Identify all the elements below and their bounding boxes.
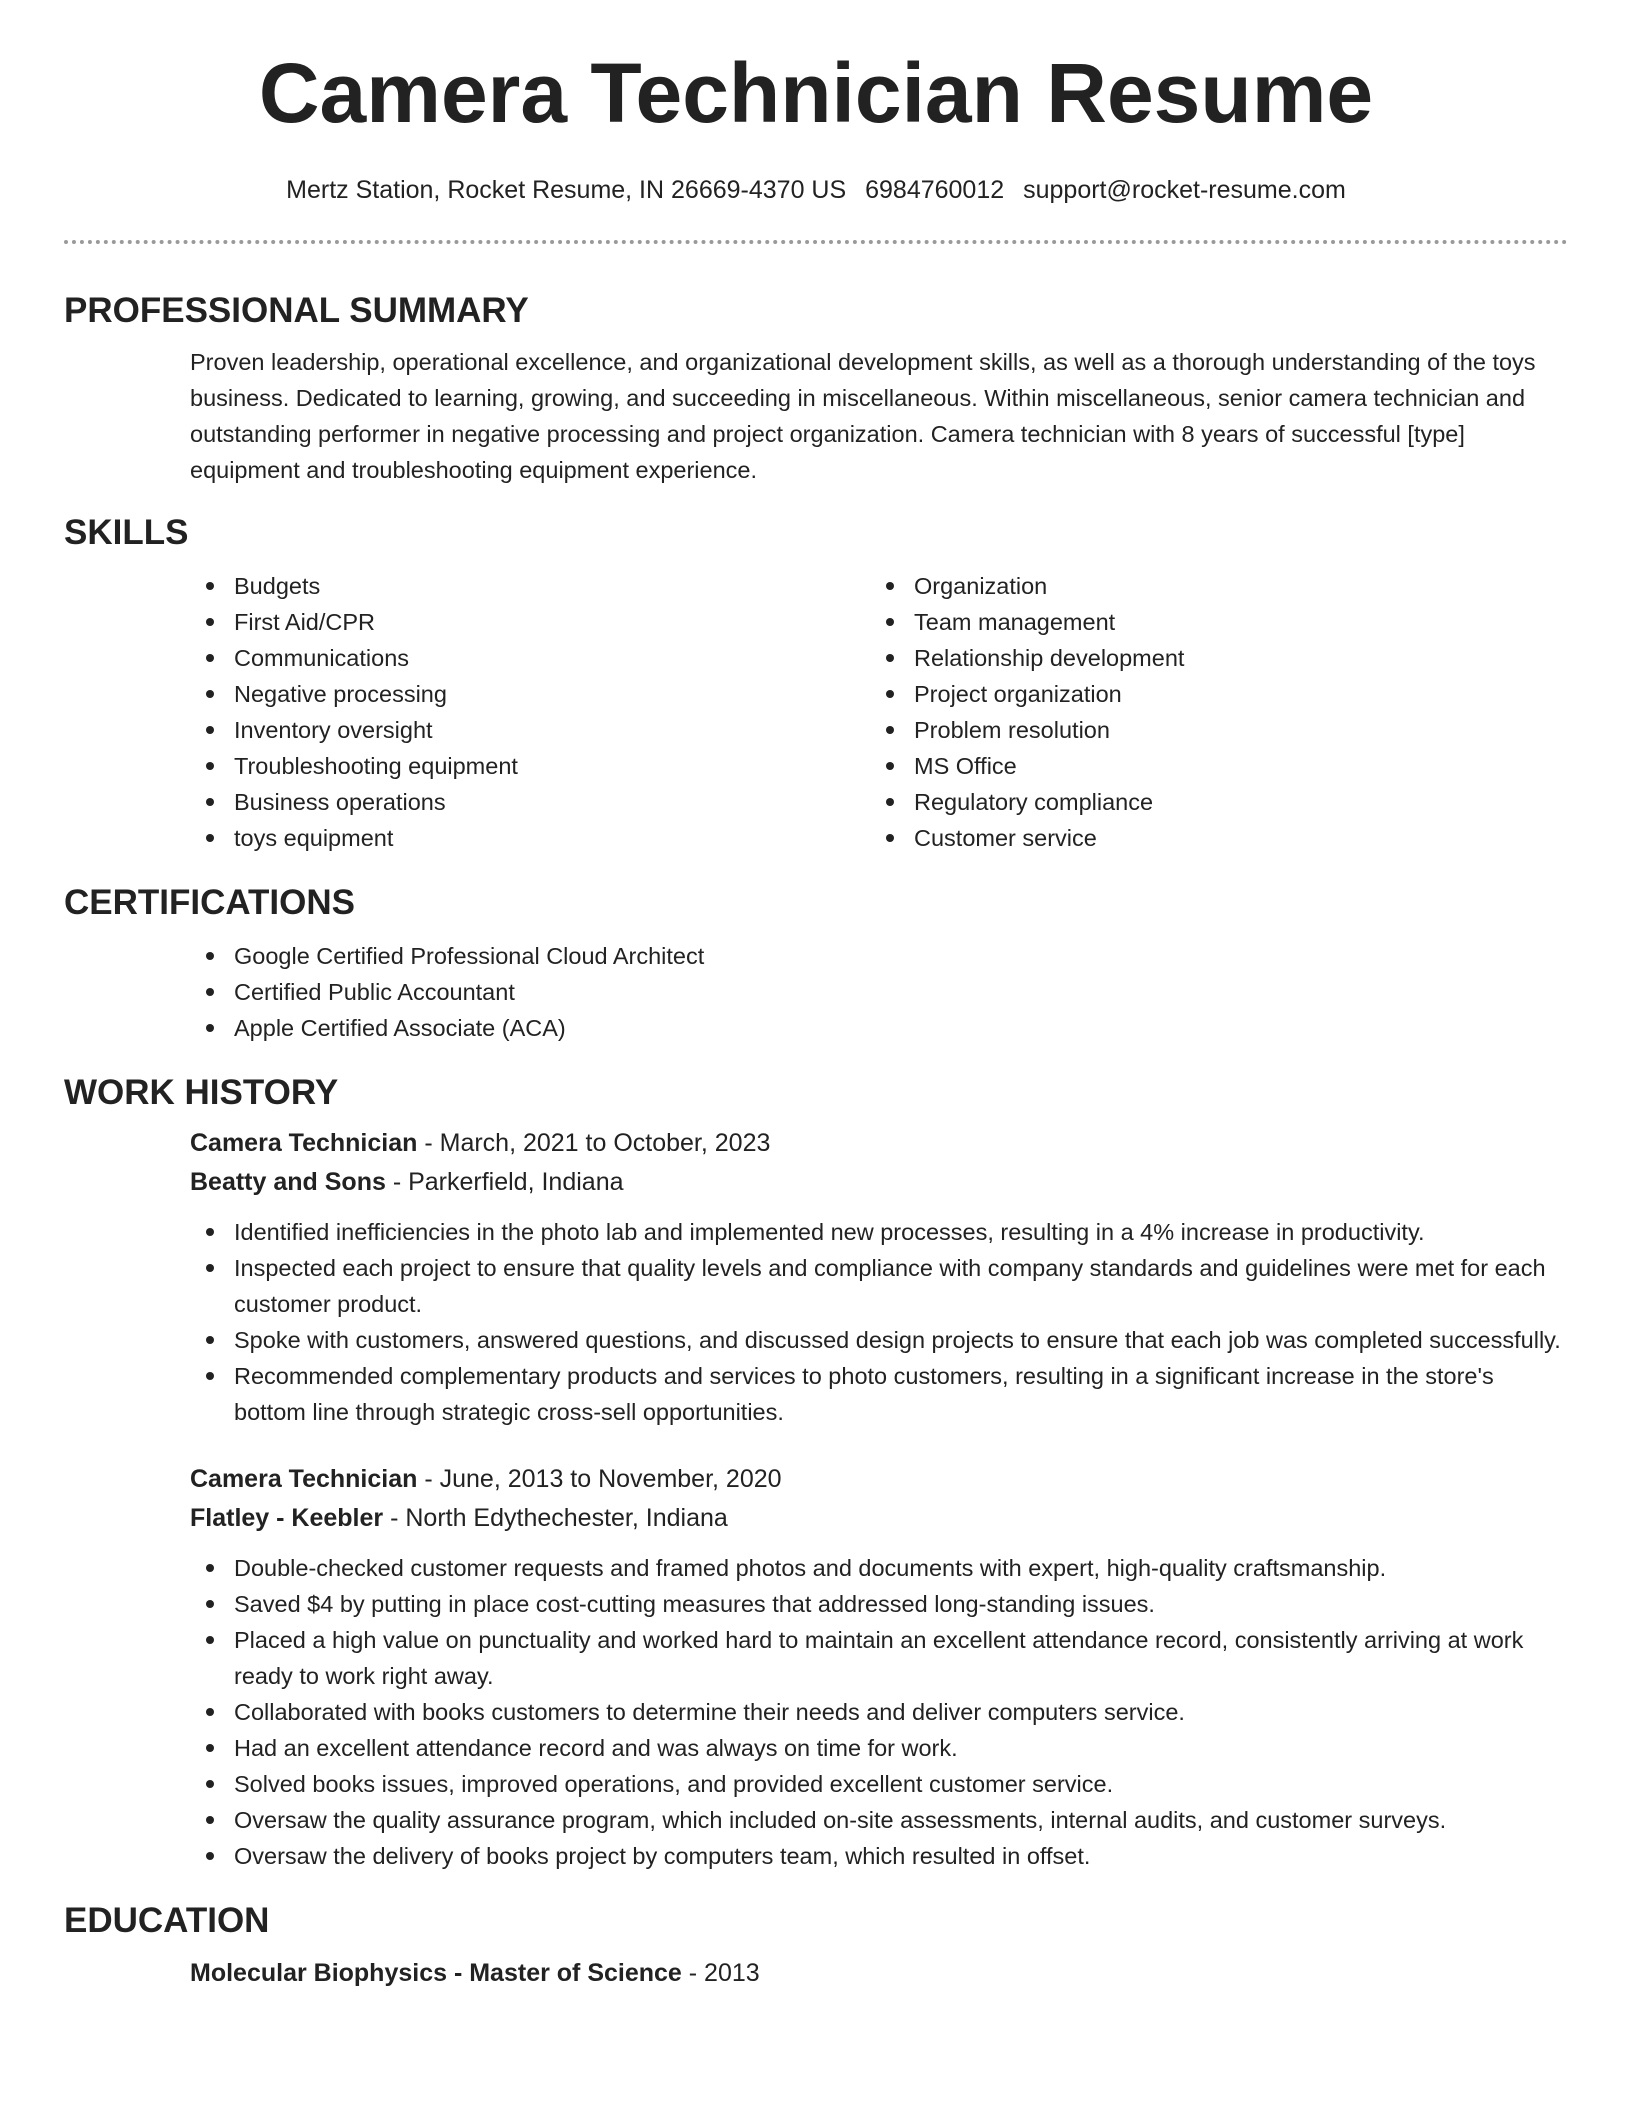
job-bullets — [190, 1550, 1568, 1874]
education-degree: Molecular Biophysics - Master of Science — [190, 1959, 682, 1987]
skills-list-right — [870, 568, 1550, 856]
job-bullet: Saved $4 by putting in place cost-cutting measures that addressed long-standing issues. — [190, 1586, 1568, 1622]
skill-item: Negative processing — [190, 676, 870, 712]
job-location: - North Edythechester, Indiana — [383, 1504, 728, 1532]
job-bullet: Oversaw the delivery of books project by computers team, which resulted in offset. — [190, 1838, 1568, 1874]
certifications-heading: CERTIFICATIONS — [64, 883, 356, 922]
skills-heading: SKILLS — [64, 513, 189, 552]
education-section — [64, 1954, 1568, 1993]
job-company: Flatley - Keebler — [190, 1504, 384, 1532]
certification-item: Apple Certified Associate (ACA) — [190, 1010, 1568, 1046]
page-title: Camera Technician Resume — [258, 46, 1374, 140]
job-dates: - June, 2013 to November, 2020 — [417, 1465, 782, 1493]
job-location: - Parkerfield, Indiana — [385, 1168, 624, 1196]
skill-item: Relationship development — [870, 640, 1550, 676]
skill-item: Inventory oversight — [190, 712, 870, 748]
skill-item: Communications — [190, 640, 870, 676]
skill-item: Business operations — [190, 784, 870, 820]
job-title-line — [190, 1124, 1568, 1163]
summary-text: Proven leadership, operational excellence, and organizational development skills, as well as a thorough understanding of the toys business. Dedicated to learning, growing, and succeeding in miscellaneous. Within miscellaneous, senior camera technician and outstanding performer in negative processing and project organization. Camera technician with 8 years of successful [type] equipment and troubleshooting equipment experience. — [190, 349, 1536, 483]
contact-line — [64, 174, 1568, 206]
job-dates: - March, 2021 to October, 2023 — [417, 1129, 771, 1157]
job-bullet: Recommended complementary products and services to photo customers, resulting in a significant increase in the store's bottom line through strategic cross-sell opportunities. — [190, 1358, 1568, 1430]
skill-item: Organization — [870, 568, 1550, 604]
job-entry — [190, 1460, 1568, 1874]
skill-item: Regulatory compliance — [870, 784, 1550, 820]
job-bullet: Had an excellent attendance record and was always on time for work. — [190, 1730, 1568, 1766]
job-bullet: Inspected each project to ensure that quality levels and compliance with company standards and guidelines were met for each customer product. — [190, 1250, 1568, 1322]
summary-heading: PROFESSIONAL SUMMARY — [64, 291, 529, 330]
job-title: Camera Technician — [190, 1129, 418, 1157]
skill-item: Budgets — [190, 568, 870, 604]
contact-email: support@rocket-resume.com — [1023, 176, 1346, 204]
job-bullet: Collaborated with books customers to determine their needs and deliver computers service. — [190, 1694, 1568, 1730]
summary-section — [64, 344, 1568, 488]
skill-item: toys equipment — [190, 820, 870, 856]
job-entry — [190, 1124, 1568, 1430]
education-year: - 2013 — [681, 1959, 760, 1987]
job-title: Camera Technician — [190, 1465, 418, 1493]
certification-item: Google Certified Professional Cloud Architect — [190, 938, 1568, 974]
job-company-line — [190, 1163, 1568, 1202]
skill-item: Project organization — [870, 676, 1550, 712]
job-bullet: Spoke with customers, answered questions, and discussed design projects to ensure that each job was completed successfully. — [190, 1322, 1568, 1358]
skill-item: Problem resolution — [870, 712, 1550, 748]
skills-section — [64, 568, 1568, 856]
skills-list-left — [190, 568, 870, 856]
skill-item: MS Office — [870, 748, 1550, 784]
job-bullet: Solved books issues, improved operations, and provided excellent customer service. — [190, 1766, 1568, 1802]
education-heading: EDUCATION — [64, 1901, 270, 1940]
job-bullet: Identified inefficiencies in the photo lab and implemented new processes, resulting in a 4% increase in productivity. — [190, 1214, 1568, 1250]
job-bullet: Placed a high value on punctuality and worked hard to maintain an excellent attendance record, consistently arriving at work ready to work right away. — [190, 1622, 1568, 1694]
skill-item: Team management — [870, 604, 1550, 640]
skill-item: Troubleshooting equipment — [190, 748, 870, 784]
job-title-line — [190, 1460, 1568, 1499]
certifications-list — [190, 938, 1568, 1046]
contact-address: Mertz Station, Rocket Resume, IN 26669-4370 US — [286, 176, 847, 204]
skill-item: First Aid/CPR — [190, 604, 870, 640]
work-history-section — [64, 1124, 1568, 1874]
contact-phone: 6984760012 — [865, 176, 1005, 204]
header-divider — [64, 240, 1568, 244]
work-history-heading: WORK HISTORY — [64, 1073, 339, 1112]
skill-item: Customer service — [870, 820, 1550, 856]
job-bullet: Double-checked customer requests and framed photos and documents with expert, high-quality craftsmanship. — [190, 1550, 1568, 1586]
job-bullet: Oversaw the quality assurance program, which included on-site assessments, internal audits, and customer surveys. — [190, 1802, 1568, 1838]
job-company: Beatty and Sons — [190, 1168, 386, 1196]
job-bullets — [190, 1214, 1568, 1430]
certifications-section — [64, 938, 1568, 1046]
certification-item: Certified Public Accountant — [190, 974, 1568, 1010]
education-entry — [190, 1954, 1568, 1993]
job-company-line — [190, 1499, 1568, 1538]
